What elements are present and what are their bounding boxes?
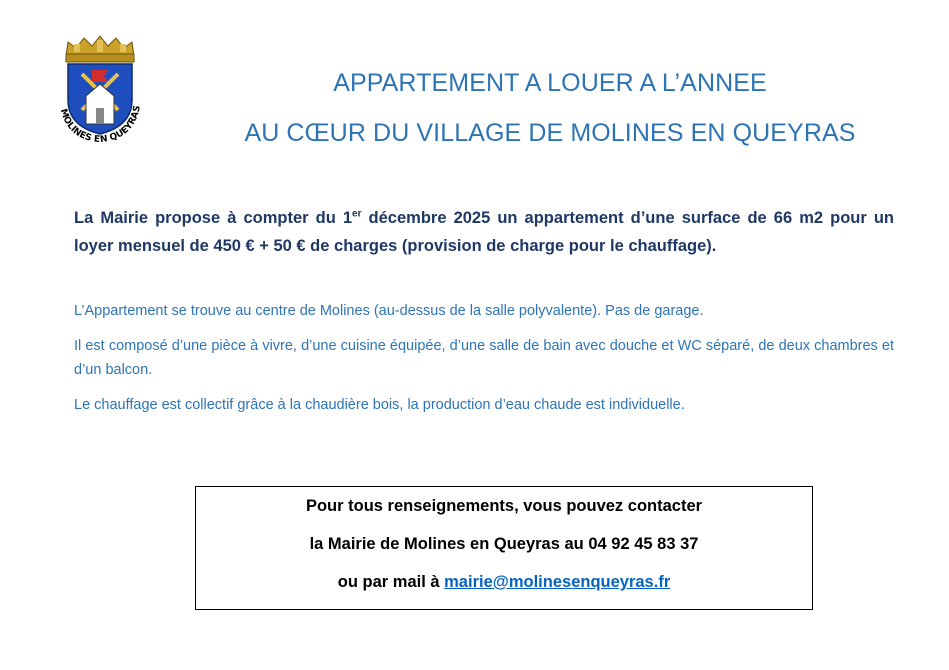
details-rooms: Il est composé d’une pièce à vivre, d’une cuisine équipée, d’une salle de bain avec douche et WC séparé, de deux chambres et d’un balcon.	[74, 338, 894, 378]
email-link[interactable]: mairie@molinesenqueyras.fr	[444, 573, 671, 591]
title-line-2: AU CŒUR DU VILLAGE DE MOLINES EN QUEYRAS	[244, 119, 856, 147]
intro-superscript: er	[352, 208, 362, 220]
details-heating: Le chauffage est collectif grâce à la chaudière bois, la production d’eau chaude est individuelle.	[74, 397, 685, 413]
contact-box	[195, 486, 813, 610]
details-section	[74, 299, 894, 428]
logo-motto: MOLINES EN QUEYRAS	[57, 104, 143, 146]
intro-text-start: La Mairie propose à compter du 1	[74, 209, 353, 227]
intro-paragraph	[74, 204, 894, 260]
coat-of-arms-icon	[54, 34, 146, 146]
contact-line-3	[196, 563, 812, 601]
contact-line-2: la Mairie de Molines en Queyras au 04 92 45 83 37	[309, 535, 699, 553]
title-line-1: APPARTEMENT A LOUER A L’ANNEE	[333, 69, 767, 97]
intro-text-end: décembre 2025 un appartement d’une surface de 66 m2 pour un loyer mensuel de 450 € + 50 € de charges (provision de charge pour le chauffage).	[74, 209, 894, 255]
contact-line-1: Pour tous renseignements, vous pouvez contacter	[305, 497, 703, 515]
page-title	[170, 58, 930, 158]
coat-of-arms-logo	[54, 34, 146, 146]
contact-line-3-prefix: ou par mail à	[337, 573, 445, 591]
details-location: L’Appartement se trouve au centre de Molines (au-dessus de la salle polyvalente). Pas de garage.	[74, 303, 704, 319]
